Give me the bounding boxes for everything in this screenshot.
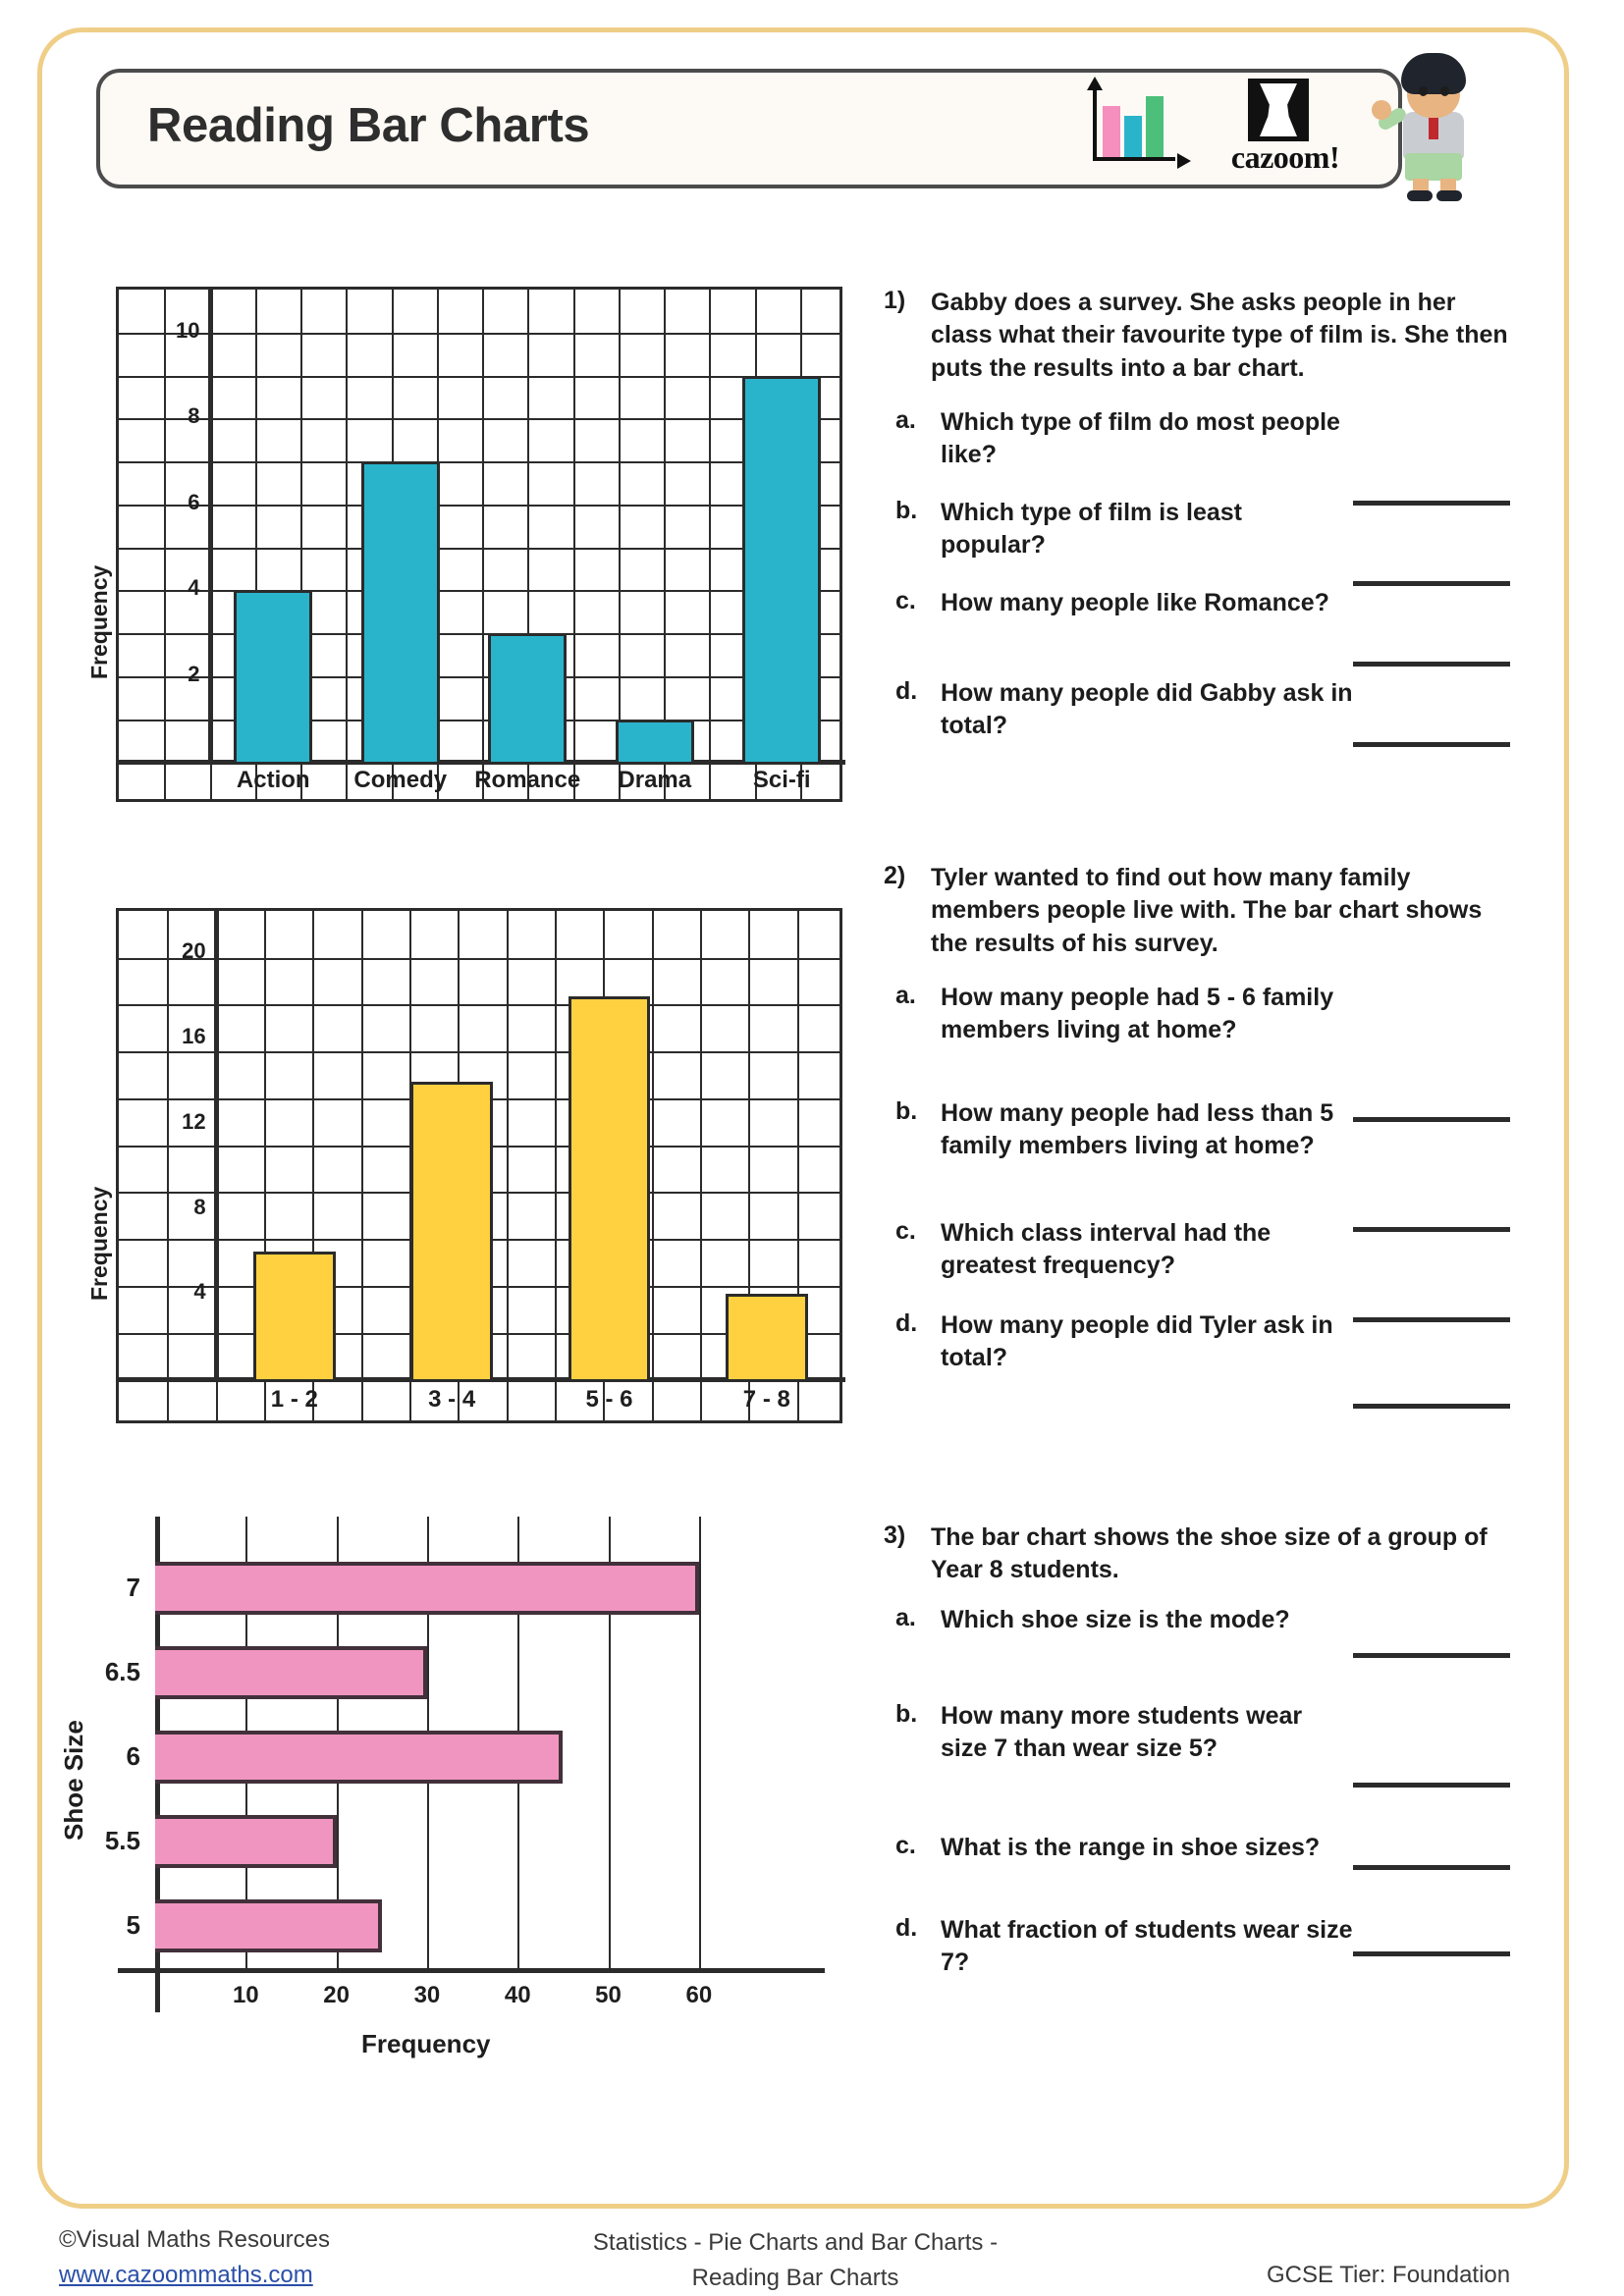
gridline-horizontal (119, 461, 839, 463)
chart-x-tick-label: 3 - 4 (428, 1386, 476, 1414)
question-part-text: Which type of film is least popular? (941, 499, 1242, 560)
gridline-vertical (361, 911, 363, 1420)
cazoom-logo (1222, 79, 1348, 181)
chart-x-tick-label: 7 - 8 (742, 1386, 790, 1414)
x-axis (118, 1968, 825, 1973)
chart-x-tick-label: Sci-fi (752, 767, 811, 794)
chart-y-tick-label: 2 (188, 661, 200, 686)
chart-y-tick-label: 5 (126, 1910, 140, 1940)
question-part-letter: a. (895, 406, 916, 434)
gridline-vertical (555, 911, 557, 1420)
chart-x-tick-label: 10 (232, 1982, 259, 2008)
gridline-horizontal (119, 548, 839, 550)
question-stem: Gabby does a survey. She asks people in her class what their favourite type of film is. She then puts the results into a bar chart. (931, 289, 1508, 382)
bar-chart-2 (86, 908, 842, 1423)
chart-x-tick-label: 40 (504, 1982, 531, 2008)
chart-x-tick-label: 20 (323, 1982, 350, 2008)
chart1-y-axis-title: Frequency (86, 564, 112, 679)
gridline-horizontal (119, 958, 839, 960)
chart-bar (155, 1562, 699, 1614)
chart-x-tick-label: 30 (413, 1982, 441, 2008)
question-part-text: What is the range in shoe sizes? (941, 1834, 1321, 1861)
chart-bar (155, 1731, 563, 1783)
gridline-horizontal (119, 505, 839, 507)
answer-line[interactable] (1353, 1404, 1510, 1409)
question-part-letter: c. (895, 1217, 916, 1245)
question-part-text: How many people had 5 - 6 family members living at home? (941, 984, 1334, 1044)
question-part-letter: d. (895, 1914, 918, 1942)
gridline-horizontal (119, 376, 839, 378)
gridline-vertical (507, 911, 509, 1420)
answer-line[interactable] (1353, 1117, 1510, 1122)
gridline-horizontal (119, 720, 839, 721)
question-part-letter: d. (895, 677, 918, 705)
question-part-letter: a. (895, 1604, 916, 1631)
chart-x-tick-label: Drama (618, 767, 692, 794)
gridline-horizontal (119, 1004, 839, 1006)
gridline-horizontal (119, 418, 839, 420)
gridline-vertical (164, 290, 166, 799)
answer-line[interactable] (1353, 1783, 1510, 1788)
question-part-text: How many more students wear size 7 than wear size 5? (941, 1702, 1303, 1763)
question-part-text: How many people did Gabby ask in total? (941, 679, 1353, 740)
gridline-horizontal (119, 1051, 839, 1053)
chart-bar (253, 1252, 335, 1379)
question-stem: Tyler wanted to find out how many family members people live with. The bar chart shows the results of his survey. (931, 864, 1483, 957)
chart-y-tick-label: 8 (188, 403, 200, 429)
chart-x-tick-label: 5 - 6 (585, 1386, 633, 1414)
gridline-horizontal (119, 590, 839, 592)
gridline-vertical (700, 911, 702, 1420)
answer-line[interactable] (1353, 662, 1510, 667)
chart-y-tick-label: 6.5 (104, 1657, 140, 1687)
chart3-x-axis-title: Frequency (361, 2029, 491, 2058)
gridline-horizontal (119, 333, 839, 335)
chart-bar (410, 1082, 492, 1380)
chart2-y-axis-title: Frequency (86, 1186, 112, 1301)
answer-line[interactable] (1353, 581, 1510, 586)
chart-y-tick-label: 5.5 (104, 1826, 140, 1856)
chart-bar (616, 720, 694, 763)
gridline-vertical (652, 911, 654, 1420)
question-part-text: How many people had less than 5 family members living at home? (941, 1099, 1334, 1160)
question-part-text: How many people did Tyler ask in total? (941, 1311, 1333, 1372)
answer-line[interactable] (1353, 1865, 1510, 1870)
chart-bar (488, 633, 567, 762)
question-part-text: How many people like Romance? (941, 589, 1329, 616)
bar-chart-icon (1085, 86, 1181, 173)
chart-y-tick-label: 8 (193, 1194, 206, 1219)
footer-tier: GCSE Tier: Foundation (1267, 2262, 1511, 2288)
chart-y-tick-label: 20 (182, 938, 206, 964)
chart-y-tick-label: 16 (182, 1024, 206, 1049)
question-part-letter: b. (895, 1700, 918, 1728)
answer-line[interactable] (1353, 1227, 1510, 1232)
cazoom-wordmark: cazoom! (1230, 139, 1340, 175)
question-part-text: Which shoe size is the mode? (941, 1606, 1290, 1633)
chart-bar (726, 1294, 807, 1379)
x-axis (119, 760, 845, 765)
chart-bar (155, 1646, 427, 1698)
chart-y-tick-label: 7 (126, 1573, 140, 1603)
chart3-y-axis-title: Shoe Size (59, 1720, 88, 1841)
gridline-vertical (573, 290, 575, 799)
question-number: 3) (884, 1522, 906, 1549)
chart-y-tick-label: 6 (126, 1741, 140, 1772)
chart-y-tick-label: 4 (188, 575, 200, 601)
footer-center-line2: Reading Bar Charts (691, 2265, 899, 2291)
gridline-vertical (699, 1517, 701, 1968)
answer-line[interactable] (1353, 1951, 1510, 1956)
chart-y-tick-label: 4 (193, 1279, 206, 1305)
chart-x-tick-label: Action (236, 767, 310, 794)
page-title: Reading Bar Charts (147, 99, 590, 152)
chart-x-tick-label: Comedy (353, 767, 448, 794)
chart-bar (155, 1899, 382, 1951)
answer-line[interactable] (1353, 1317, 1510, 1322)
chart-y-tick-label: 6 (188, 489, 200, 514)
chart-bar (361, 461, 440, 762)
chart-x-tick-label: 60 (685, 1982, 713, 2008)
chart-y-tick-label: 12 (182, 1108, 206, 1134)
chart-bar (155, 1815, 337, 1867)
bar-chart-3 (59, 1517, 842, 2066)
chart-bar (742, 376, 821, 763)
answer-line[interactable] (1353, 1653, 1510, 1658)
question-part-letter: c. (895, 1832, 916, 1859)
question-part-letter: b. (895, 497, 918, 524)
y-axis (214, 911, 219, 1379)
gridline-vertical (709, 290, 711, 799)
chart-y-tick-label: 10 (176, 317, 200, 343)
gridline-horizontal (119, 633, 839, 635)
footer-website-link[interactable]: www.cazoommaths.com (59, 2262, 313, 2288)
gridline-horizontal (119, 676, 839, 678)
gridline-vertical (346, 290, 348, 799)
chart-x-tick-label: 50 (595, 1982, 622, 2008)
question-part-text: Which class interval had the greatest frequency? (941, 1219, 1272, 1280)
question-number: 2) (884, 862, 906, 889)
chart-x-tick-label: 1 - 2 (270, 1386, 318, 1414)
chart-x-tick-label: Romance (474, 767, 581, 794)
question-number: 1) (884, 287, 906, 314)
footer-center-line1: Statistics - Pie Charts and Bar Charts - (592, 2229, 999, 2256)
gridline-vertical (482, 290, 484, 799)
bar-chart-1 (86, 287, 842, 802)
hourglass-icon (1248, 79, 1309, 141)
question-part-letter: a. (895, 982, 916, 1009)
question-part-letter: c. (895, 587, 916, 614)
y-axis (208, 290, 213, 762)
question-stem: The bar chart shows the shoe size of a group of Year 8 students. (931, 1523, 1488, 1584)
question-part-text: What fraction of students wear size 7? (941, 1916, 1353, 1977)
question-part-letter: b. (895, 1097, 918, 1125)
question-part-text: Which type of film do most people like? (941, 408, 1340, 469)
answer-line[interactable] (1353, 501, 1510, 506)
student-mascot-icon (1370, 51, 1497, 196)
chart-bar (568, 996, 650, 1379)
answer-line[interactable] (1353, 742, 1510, 747)
chart-bar (234, 590, 312, 762)
footer-copyright: ©Visual Maths Resources (59, 2226, 331, 2253)
gridline-vertical (167, 911, 169, 1420)
question-part-letter: d. (895, 1309, 918, 1337)
